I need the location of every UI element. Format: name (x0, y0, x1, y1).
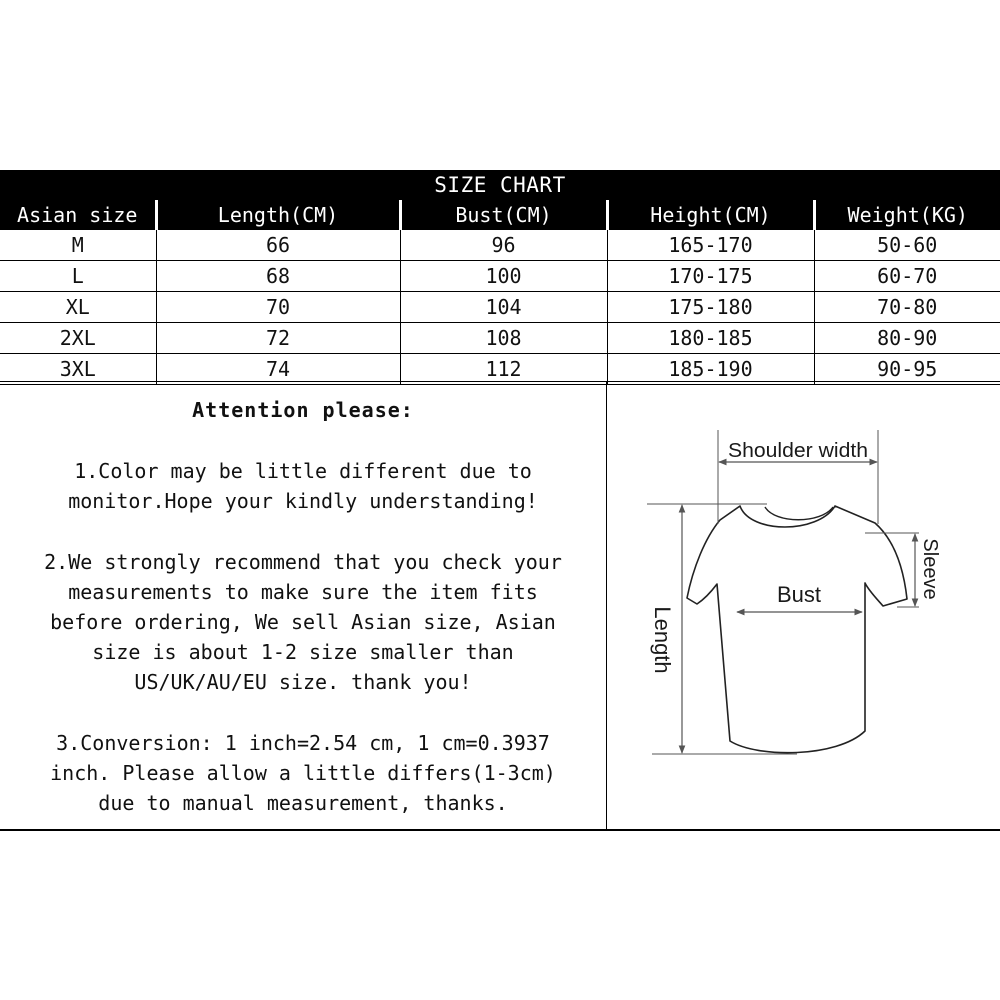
length-label: Length (650, 606, 675, 674)
table-cell: 74 (156, 354, 400, 385)
table-cell: 96 (400, 230, 607, 261)
table-cell: 185-190 (607, 354, 814, 385)
table-cell: M (0, 230, 156, 261)
table-row (0, 292, 1000, 323)
table-cell: XL (0, 292, 156, 323)
column-header: Height(CM) (607, 200, 814, 230)
column-header: Bust(CM) (400, 200, 607, 230)
note-color: 1.Color may be little different due to monitor.Hope your kindly understanding! (68, 459, 538, 513)
info-section (0, 381, 1000, 831)
table-cell: 108 (400, 323, 607, 354)
table-row (0, 354, 1000, 385)
size-chart (0, 170, 1000, 830)
note-measurement: 2.We strongly recommend that you check your measurements to make sure the item fits before ordering, We sell Asian size, Asian size is about 1-2 size smaller than US/UK/AU/EU size. thank you! (44, 550, 562, 694)
table-cell: 170-175 (607, 261, 814, 292)
note-conversion: 3.Conversion: 1 inch=2.54 cm, 1 cm=0.3937 inch. Please allow a little differs(1-3cm) due to manual measurement, thanks. (50, 731, 556, 815)
size-table (0, 200, 1000, 385)
table-cell: 60-70 (814, 261, 1000, 292)
table-row (0, 323, 1000, 354)
tshirt-measurement-illustration (607, 382, 1000, 829)
column-header: Length(CM) (156, 200, 400, 230)
column-header: Weight(KG) (814, 200, 1000, 230)
table-cell: 2XL (0, 323, 156, 354)
table-cell: 70 (156, 292, 400, 323)
table-row (0, 261, 1000, 292)
tshirt-outline (687, 506, 907, 753)
sleeve-label: Sleeve (919, 538, 941, 600)
table-cell: 90-95 (814, 354, 1000, 385)
table-cell: 80-90 (814, 323, 1000, 354)
table-cell: 50-60 (814, 230, 1000, 261)
table-cell: 66 (156, 230, 400, 261)
table-cell: 70-80 (814, 292, 1000, 323)
table-cell: 100 (400, 261, 607, 292)
bust-label: Bust (776, 582, 822, 607)
table-cell: 3XL (0, 354, 156, 385)
shoulder-width-label: Shoulder width (728, 440, 868, 462)
notes-panel (0, 382, 607, 829)
table-cell: 104 (400, 292, 607, 323)
tshirt-diagram (607, 382, 1000, 829)
table-row (0, 230, 1000, 261)
table-cell: 180-185 (607, 323, 814, 354)
column-header: Asian size (0, 200, 156, 230)
table-cell: 175-180 (607, 292, 814, 323)
notes-heading: Attention please: (192, 398, 414, 422)
table-cell: 112 (400, 354, 607, 385)
table-cell: 72 (156, 323, 400, 354)
table-cell: L (0, 261, 156, 292)
table-cell: 165-170 (607, 230, 814, 261)
table-header-row (0, 200, 1000, 230)
size-chart-title: SIZE CHART (0, 170, 1000, 200)
table-cell: 68 (156, 261, 400, 292)
